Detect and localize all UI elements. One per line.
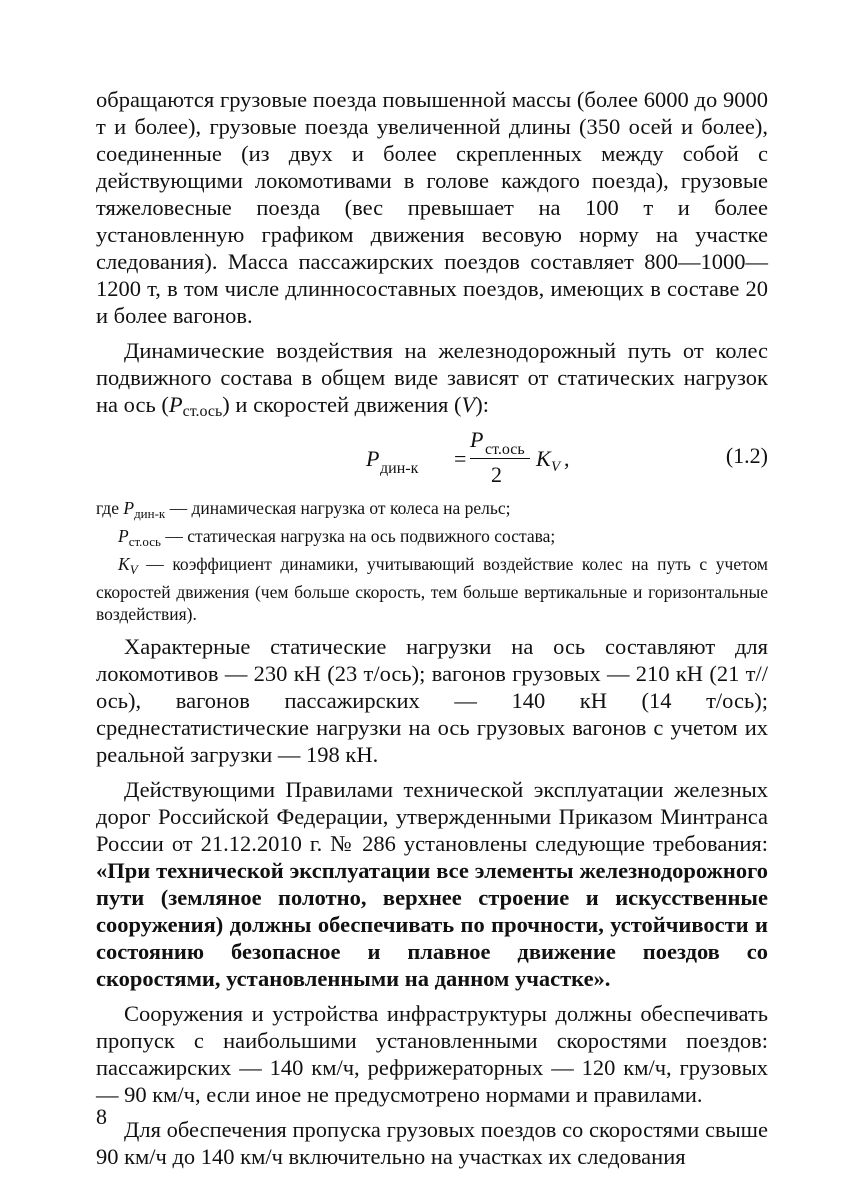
rules-text: Действующими Правилами технической эксплуатации железных дорог Российской Федерации, утвержденными Приказом Минтранса России от 21.12.2010 г. № 286 установлены следующие требования: [96, 777, 768, 856]
formula-k-sub: V [551, 459, 561, 475]
dynamic-text-mid: ) и скоростей движения ( [222, 392, 462, 417]
definition-symbol: P [123, 498, 135, 518]
formula-comma: , [564, 446, 570, 471]
symbol-v: V [461, 392, 476, 417]
formula-equals: = [454, 446, 467, 471]
rules-quote: «При технической эксплуатации все элементы железнодорожного пути (земляное полотно, верхнее строение и искусственные сооружения) должны обеспечивать по прочности, устойчивости и состоянию безопасное и плавное движение поездов со скоростями, установленными на данном участке». [96, 858, 768, 991]
definition-symbol: K [118, 554, 130, 574]
freight-paragraph: Для обеспечения пропуска грузовых поездов со скоростями свыше 90 км/ч до 140 км/ч включительно на участках их следования [96, 1117, 768, 1169]
definition-symbol: P [118, 526, 129, 546]
dynamic-text-start: Динамические воздействия на железнодорожный путь от колес подвижного состава в общем виде зависят от статических нагрузок на ось ( [96, 338, 768, 417]
formula-denominator: 2 [491, 462, 502, 487]
formula-numerator-symbol: P [470, 427, 484, 452]
formula-numerator-sub: ст.ось [485, 441, 525, 458]
dynamic-text-end: ): [475, 392, 490, 417]
formula-lhs-sub: дин-к [380, 460, 419, 477]
formula-expression [366, 429, 626, 491]
definition-symbol-sub: V [129, 562, 138, 577]
definition-item [96, 553, 768, 625]
page-number: 8 [96, 1104, 107, 1129]
definitions-lead: где [96, 498, 119, 518]
fraction-bar [470, 458, 530, 459]
symbol-p-sub: ст.ось [182, 403, 223, 420]
definitions-block [96, 497, 768, 625]
definition-symbol-sub: дин-к [134, 506, 166, 521]
definition-item [96, 497, 768, 525]
formula-1-2 [96, 429, 768, 491]
intro-paragraph: обращаются грузовые поезда повышенной массы (более 6000 до 9000 т и более), грузовые поезда увеличенной длины (350 осей и более), соединенные (из двух и более скрепленных между собой с действующими локомотивами в голове каждого поезда), грузовые тяжеловесные поезда (вес превышает на 100 т и более установленную графиком движения весовую норму на участке следования). Масса пассажирских поездов составляет 800—1000—1200 т, в том числе длинносоставных поездов, имеющих в составе 20 и более вагонов. [96, 87, 768, 328]
definition-text: — статическая нагрузка на ось подвижного состава; [160, 526, 556, 546]
static-loads-paragraph: Характерные статические нагрузки на ось составляют для локомотивов — 230 кН (23 т/ось); вагонов грузовых — 210 кН (21 т//ось), вагонов пассажирских — 140 кН (14 т/ось); среднестатистические нагрузки на ось грузовых вагонов с учетом их реальной загрузки — 198 кН. [96, 634, 768, 767]
definition-text: — динамическая нагрузка от колеса на рельс; [165, 498, 511, 518]
infrastructure-paragraph: Сооружения и устройства инфраструктуры должны обеспечивать пропуск с наибольшими установленными скоростями поездов: пассажирских — 140 км/ч, рефрижераторных — 120 км/ч, грузовых — 90 км/ч, если иное не предусмотрено нормами и правилами. [96, 1001, 768, 1107]
dynamic-paragraph [96, 337, 768, 425]
page-body [96, 86, 768, 1170]
formula-lhs-symbol: P [366, 446, 380, 471]
definition-text: — коэффициент динамики, учитывающий воздействие колес на путь с учетом скоростей движения (чем больше скорость, тем больше вертикальные и горизонтальные воздействия). [96, 554, 768, 624]
definition-symbol-sub: ст.ось [128, 534, 161, 549]
symbol-p: P [168, 392, 183, 417]
formula-k-symbol: K [536, 446, 551, 471]
formula-number: (1.2) [725, 443, 768, 468]
definition-item [96, 525, 768, 553]
rules-paragraph [96, 776, 768, 992]
